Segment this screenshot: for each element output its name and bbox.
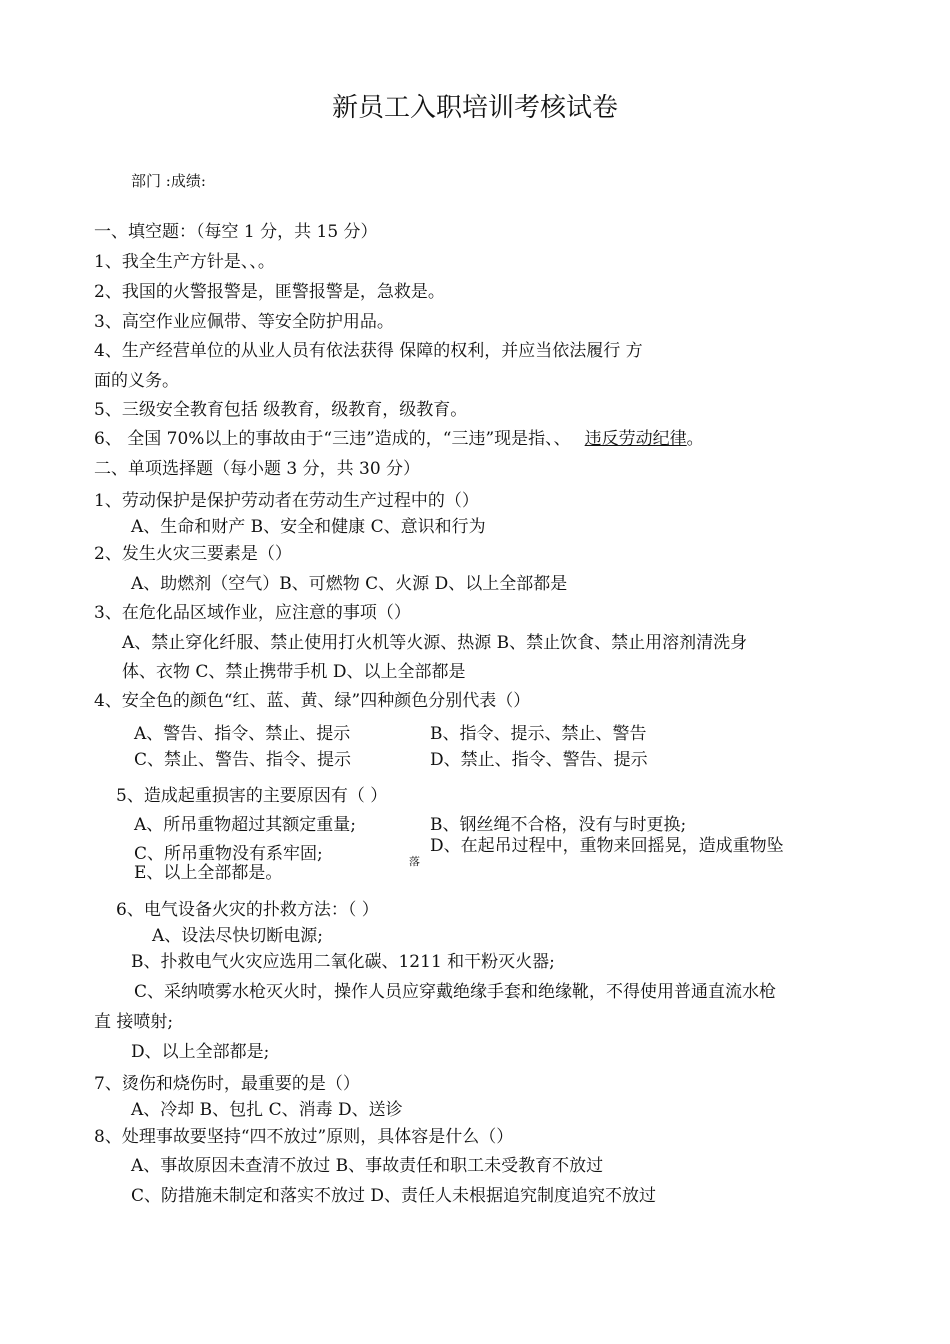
choice-question-7: 7、烫伤和烧伤时，最重要的是（） [94, 1074, 360, 1094]
fill-question-1: 1、我全生产方针是、、。 [94, 252, 275, 272]
choice-question-8: 8、处理事故要坚持“四不放过”原则，具体容是什么（） [94, 1127, 514, 1147]
choice-question-5-option-c: C、所吊重物没有系牢固; [134, 844, 323, 864]
choice-question-6-option-b: B、扑救电气火灾应选用二氧化碳、1211 和干粉灭火器; [131, 952, 555, 972]
choice-question-4: 4、安全色的颜色“红、蓝、黄、绿”四种颜色分别代表（） [94, 691, 531, 711]
choice-question-3-options-line1: A、禁止穿化纤服、禁止使用打火机等火源、热源 B、禁止饮食、禁止用溶剂清洗身 [122, 633, 748, 653]
choice-question-2-options: A、助燃剂（空气）B、可燃物 C、火源 D、以上全部都是 [131, 574, 568, 594]
choice-question-3-options-line2: 体、衣物 C、禁止携带手机 D、以上全部都是 [122, 662, 466, 682]
choice-question-8-options-line1: A、事故原因未查清不放过 B、事故责任和职工未受教育不放过 [131, 1156, 604, 1176]
choice-question-1-options: A、生命和财产 B、安全和健康 C、意识和行为 [131, 517, 486, 537]
choice-question-5: 5、造成起重损害的主要原因有（ ） [116, 786, 388, 806]
choice-question-6-option-c-line1: C、采纳喷雾水枪灭火时，操作人员应穿戴绝缘手套和绝缘靴，不得使用普通直流水枪 [134, 982, 777, 1002]
choice-question-6-option-a: A、设法尽快切断电源; [152, 926, 324, 946]
fill-question-6-suffix: 。 [686, 429, 704, 449]
fill-question-6 [94, 428, 704, 450]
choice-question-7-options: A、冷却 B、包扎 C、消毒 D、送诊 [131, 1100, 403, 1120]
choice-question-6: 6、电气设备火灾的扑救方法：（ ） [116, 900, 379, 920]
fill-question-3: 3、高空作业应佩带、等安全防护用品。 [94, 312, 394, 332]
choice-question-5-option-d: D、在起吊过程中，重物来回摇晃，造成重物坠 [430, 836, 784, 856]
choice-question-6-option-d: D、以上全部都是; [131, 1042, 270, 1062]
choice-question-2: 2、发生火灾三要素是（） [94, 544, 292, 564]
choice-question-3: 3、在危化品区域作业，应注意的事项（） [94, 603, 411, 623]
fill-question-6-underlined: 违反劳动纪律 [584, 429, 687, 449]
choice-question-4-option-a: A、警告、指令、禁止、提示 [134, 724, 351, 744]
choice-question-5-option-e: E、以上全部都是。 [134, 863, 283, 883]
choice-question-8-options-line2: C、防措施未制定和落实不放过 D、责任人未根据追究制度追究不放过 [131, 1186, 657, 1206]
choice-question-6-option-c-line2: 直 接喷射; [94, 1012, 174, 1032]
section1-heading: 一、填空题：（每空 1 分，共 15 分） [94, 222, 378, 242]
page-title: 新员工入职培训考核试卷 [331, 93, 618, 123]
choice-question-5-option-a: A、所吊重物超过其额定重量; [134, 815, 357, 835]
choice-question-4-option-c: C、禁止、警告、指令、提示 [134, 750, 352, 770]
fill-question-4-line2: 面的义务。 [94, 371, 179, 391]
fill-question-6-prefix: 6、 全国 70%以上的事故由于“三违”造成的，“三违”现是指、、 [94, 429, 571, 449]
choice-question-5-option-b: B、钢丝绳不合格，没有与时更换; [430, 815, 687, 835]
choice-question-4-option-b: B、指令、提示、禁止、警告 [430, 724, 647, 744]
choice-question-1: 1、劳动保护是保护劳动者在劳动生产过程中的（） [94, 491, 479, 511]
choice-question-5-fragment: 落 [409, 855, 420, 868]
section2-heading: 二、单项选择题（每小题 3 分，共 30 分） [94, 459, 421, 479]
choice-question-4-option-d: D、禁止、指令、警告、提示 [430, 750, 648, 770]
fill-question-4-line1: 4、生产经营单位的从业人员有依法获得 保障的权利，并应当依法履行 方 [94, 341, 643, 361]
fill-question-2: 2、我国的火警报警是，匪警报警是，急救是。 [94, 282, 445, 302]
department-score-line: 部门 :成绩: [131, 172, 206, 190]
fill-question-5: 5、三级安全教育包括 级教育，级教育，级教育。 [94, 400, 468, 420]
